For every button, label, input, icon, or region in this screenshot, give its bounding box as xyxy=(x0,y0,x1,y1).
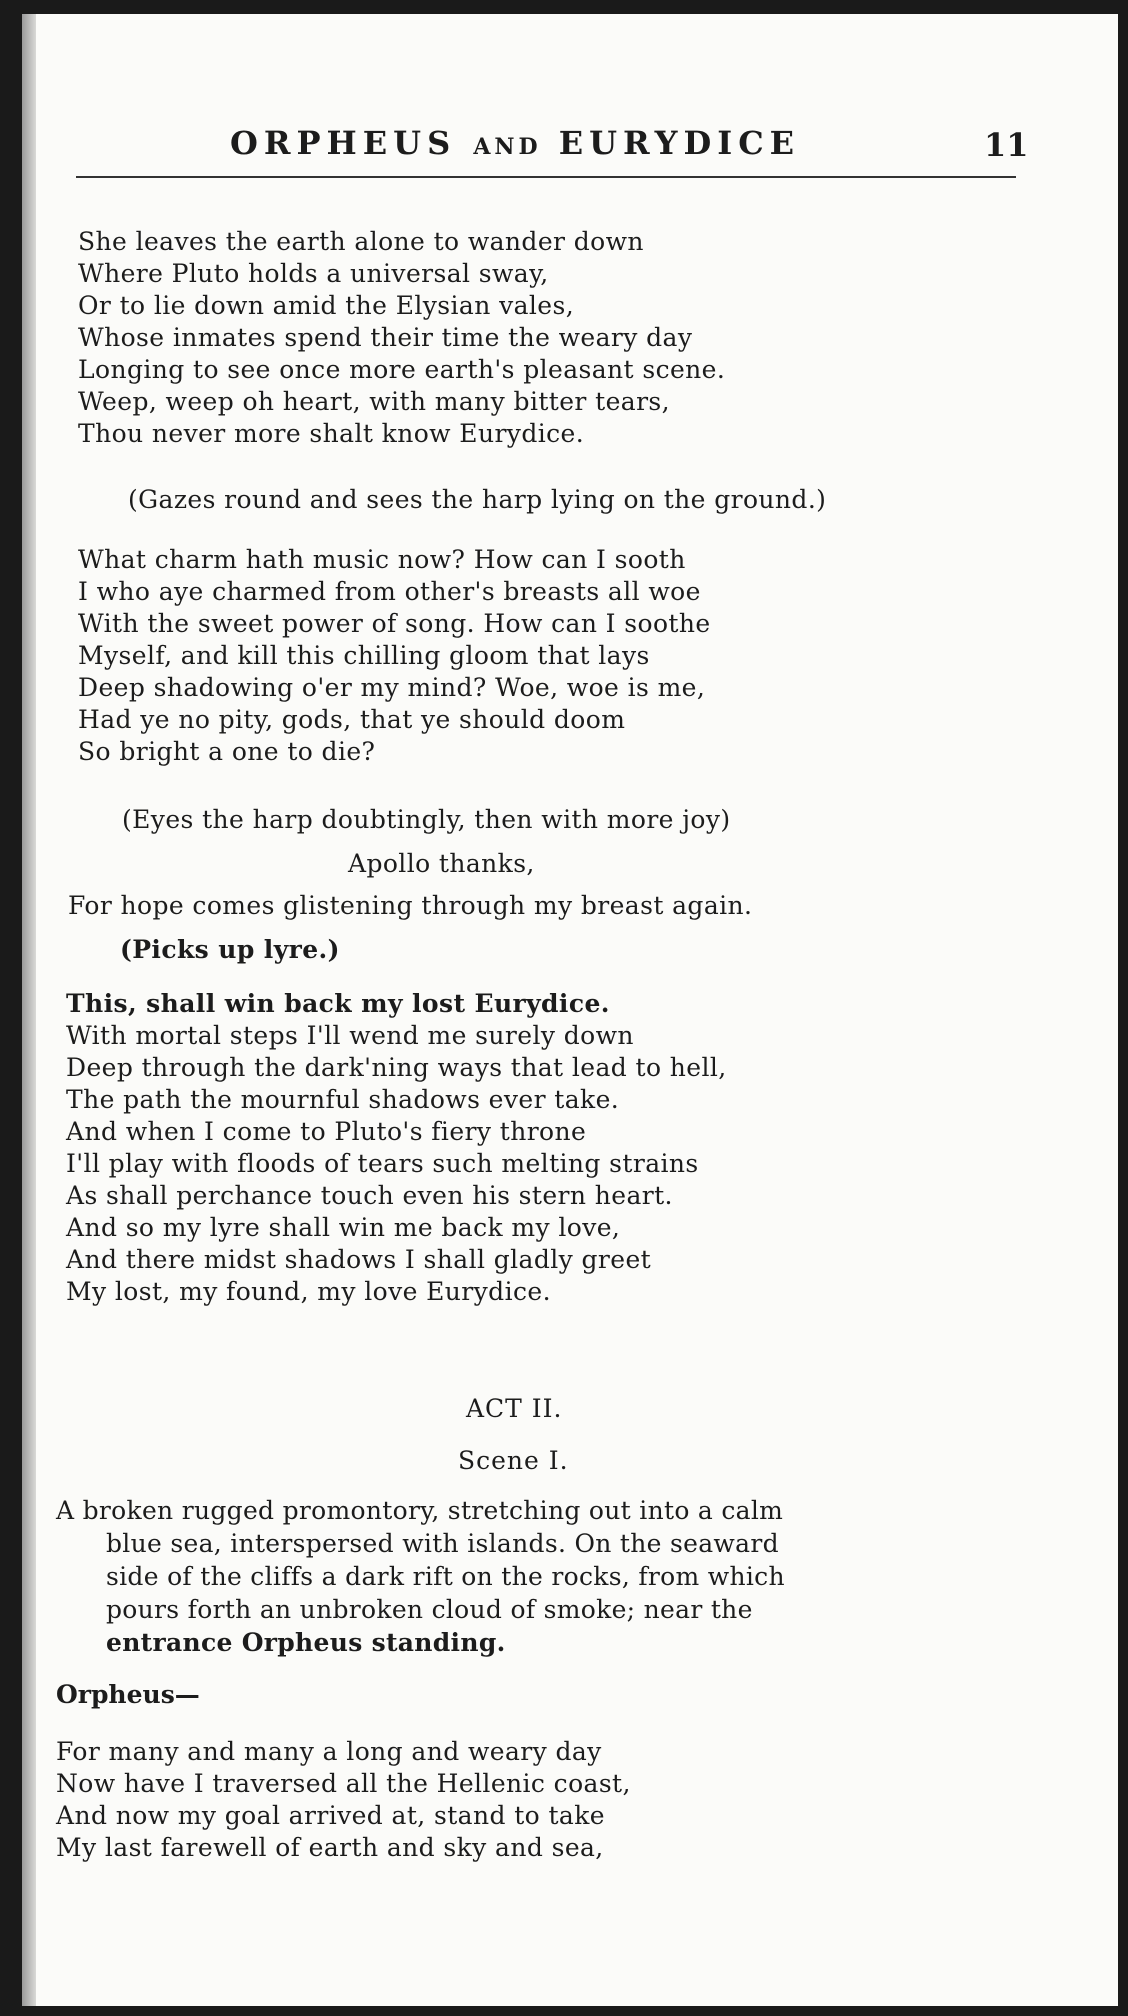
verse-line: And now my goal arrived at, stand to take xyxy=(56,1801,605,1830)
page-number: 11 xyxy=(984,126,1029,164)
stage-direction-3: (Picks up lyre.) xyxy=(120,935,340,964)
stanza-3 xyxy=(66,988,727,1308)
verse-line: Thou never more shalt know Eurydice. xyxy=(78,419,585,448)
verse-line: My lost, my found, my love Eurydice. xyxy=(66,1277,551,1306)
verse-line: Had ye no pity, gods, that ye should doom xyxy=(78,705,626,734)
verse-line: I'll play with floods of tears such melting strains xyxy=(66,1149,699,1178)
verse-line: Myself, and kill this chilling gloom that lays xyxy=(78,641,650,670)
verse-line: My last farewell of earth and sky and sea, xyxy=(56,1833,604,1862)
verse-line: She leaves the earth alone to wander down xyxy=(78,227,644,256)
stage-direction-2: (Eyes the harp doubtingly, then with more joy) xyxy=(122,805,731,834)
stage-direction-1: (Gazes round and sees the harp lying on the ground.) xyxy=(128,485,827,514)
verse-line: So bright a one to die? xyxy=(78,737,376,766)
verse-line: Weep, weep oh heart, with many bitter tears, xyxy=(78,387,671,416)
verse-line: And there midst shadows I shall gladly greet xyxy=(66,1245,652,1274)
verse-line: This, shall win back my lost Eurydice. xyxy=(66,989,610,1018)
stanza-1 xyxy=(78,226,725,450)
header-rule xyxy=(76,176,1016,178)
verse-line: For many and many a long and weary day xyxy=(56,1737,602,1766)
binding-edge xyxy=(22,14,36,2006)
verse-line: And so my lyre shall win me back my love, xyxy=(66,1213,621,1242)
verse-line: Now have I traversed all the Hellenic coast, xyxy=(56,1769,631,1798)
hope-line: For hope comes glistening through my breast again. xyxy=(68,891,753,920)
running-head-and: AND xyxy=(473,134,542,160)
verse-line: Or to lie down amid the Elysian vales, xyxy=(78,291,575,320)
running-head xyxy=(230,124,800,162)
running-head-title-2: EURYDICE xyxy=(558,124,801,162)
act-heading: ACT II. xyxy=(466,1394,563,1423)
scene-description xyxy=(56,1494,1016,1659)
verse-line: Deep shadowing o'er my mind? Woe, woe is me, xyxy=(78,673,706,702)
scene-description-line: entrance Orpheus standing. xyxy=(106,1628,506,1657)
scene-heading: Scene I. xyxy=(458,1446,569,1475)
verse-line: Deep through the dark'ning ways that lead to hell, xyxy=(66,1053,727,1082)
verse-line: With mortal steps I'll wend me surely down xyxy=(66,1021,634,1050)
running-head-title-1: ORPHEUS xyxy=(230,124,457,162)
verse-line: What charm hath music now? How can I sooth xyxy=(78,545,686,574)
verse-line: And when I come to Pluto's fiery throne xyxy=(66,1117,587,1146)
speaker-name: Orpheus— xyxy=(56,1680,200,1709)
scene-description-line: side of the cliffs a dark rift on the rocks, from which xyxy=(106,1562,785,1591)
scene-description-line: A broken rugged promontory, stretching out into a calm xyxy=(56,1496,784,1525)
apollo-line: Apollo thanks, xyxy=(348,849,535,878)
book-page xyxy=(22,14,1118,2006)
verse-line: With the sweet power of song. How can I soothe xyxy=(78,609,711,638)
verse-line: Longing to see once more earth's pleasant scene. xyxy=(78,355,726,384)
verse-line: Whose inmates spend their time the weary day xyxy=(78,323,693,352)
stanza-4 xyxy=(56,1736,631,1864)
scene-description-line: pours forth an unbroken cloud of smoke; near the xyxy=(106,1595,753,1624)
verse-line: As shall perchance touch even his stern heart. xyxy=(66,1181,673,1210)
stanza-2 xyxy=(78,544,711,768)
scene-description-line: blue sea, interspersed with islands. On the seaward xyxy=(106,1529,779,1558)
verse-line: The path the mournful shadows ever take. xyxy=(66,1085,620,1114)
verse-line: I who aye charmed from other's breasts all woe xyxy=(78,577,701,606)
verse-line: Where Pluto holds a universal sway, xyxy=(78,259,549,288)
